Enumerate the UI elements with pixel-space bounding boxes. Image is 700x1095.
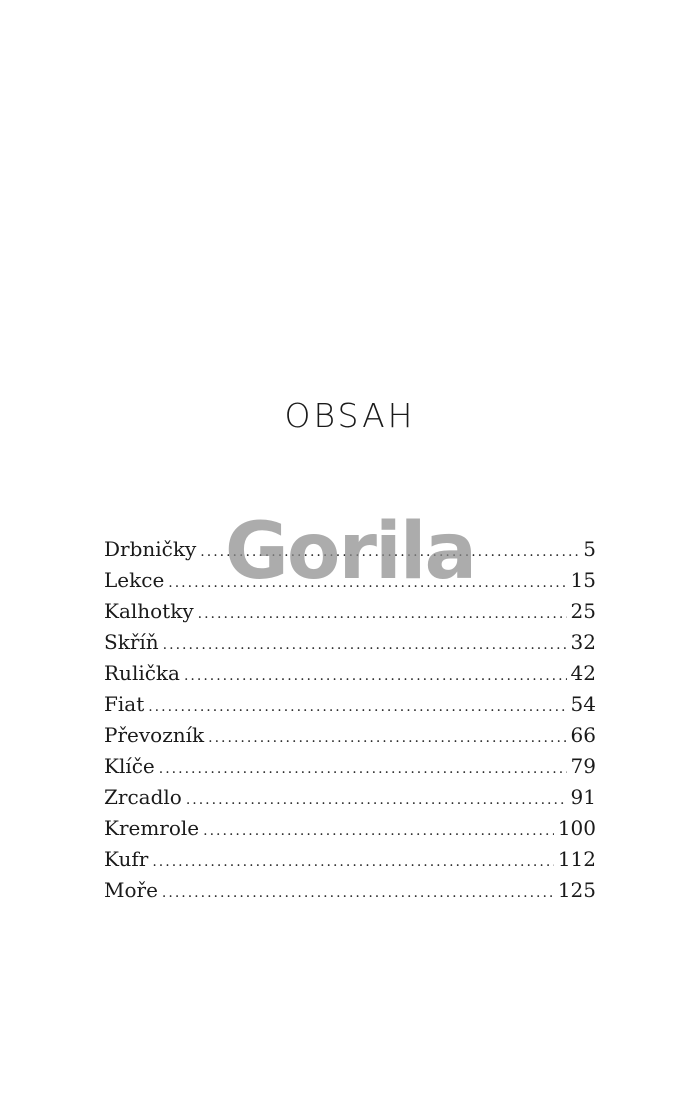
toc-entry xyxy=(104,875,596,906)
toc-entry xyxy=(104,565,596,596)
toc-entry-page: 91 xyxy=(570,785,596,809)
toc-entry-title: Lekce xyxy=(104,568,165,592)
toc-entry-title: Kremrole xyxy=(104,816,200,840)
toc-entry-title: Klíče xyxy=(104,754,155,778)
toc-entry-page: 32 xyxy=(570,630,596,654)
toc-leader-dots xyxy=(162,878,554,909)
toc-leader-dots xyxy=(203,816,554,847)
toc-entry-page: 15 xyxy=(570,568,596,592)
toc-entry-page: 42 xyxy=(570,661,596,685)
toc-leader-dots xyxy=(152,847,553,878)
toc-leader-dots xyxy=(208,723,566,754)
toc-entry xyxy=(104,534,596,565)
watermark-logo: Gorila xyxy=(224,507,476,597)
table-of-contents xyxy=(104,534,596,906)
toc-leader-dots xyxy=(148,692,566,723)
toc-entry xyxy=(104,689,596,720)
toc-entry xyxy=(104,627,596,658)
toc-leader-dots xyxy=(198,599,567,630)
toc-entry-page: 112 xyxy=(557,847,596,871)
toc-entry-title: Převozník xyxy=(104,723,205,747)
toc-entry-page: 54 xyxy=(570,692,596,716)
toc-leader-dots xyxy=(159,754,567,785)
toc-entry-page: 5 xyxy=(583,537,596,561)
toc-entry xyxy=(104,658,596,689)
toc-entry xyxy=(104,596,596,627)
toc-leader-dots xyxy=(163,630,567,661)
toc-entry-page: 125 xyxy=(557,878,596,902)
page-title: OBSAH xyxy=(284,396,416,435)
toc-entry-page: 66 xyxy=(570,723,596,747)
toc-leader-dots xyxy=(200,537,579,568)
toc-entry-page: 79 xyxy=(570,754,596,778)
toc-entry xyxy=(104,751,596,782)
toc-leader-dots xyxy=(184,661,567,692)
toc-entry-title: Skříň xyxy=(104,630,159,654)
toc-entry-title: Drbničky xyxy=(104,537,197,561)
toc-entry-page: 25 xyxy=(570,599,596,623)
toc-entry xyxy=(104,844,596,875)
toc-entry-title: Fiat xyxy=(104,692,145,716)
toc-entry-title: Rulička xyxy=(104,661,180,685)
toc-leader-dots xyxy=(168,568,566,599)
toc-entry xyxy=(104,720,596,751)
toc-entry-title: Moře xyxy=(104,878,158,902)
toc-entry xyxy=(104,782,596,813)
toc-entry-page: 100 xyxy=(557,816,596,840)
toc-leader-dots xyxy=(186,785,567,816)
toc-entry-title: Zrcadlo xyxy=(104,785,182,809)
toc-entry xyxy=(104,813,596,844)
toc-entry-title: Kufr xyxy=(104,847,149,871)
toc-entry-title: Kalhotky xyxy=(104,599,194,623)
